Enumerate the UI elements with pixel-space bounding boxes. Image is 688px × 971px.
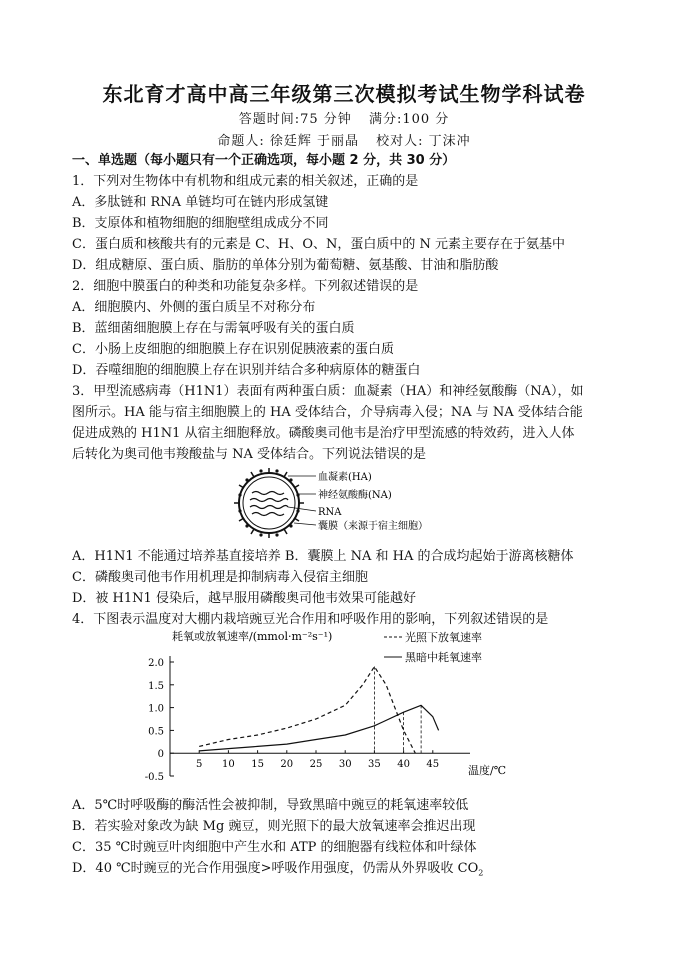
x-tick-label: 20 bbox=[280, 759, 294, 771]
q3-stem-2: 图所示。HA 能与宿主细胞膜上的 HA 受体结合，介导病毒入侵；NA 与 NA 受体结合能 bbox=[72, 405, 583, 420]
exam-score: 满分:100 分 bbox=[368, 112, 450, 127]
q3-option-c: C．磷酸奥司他韦作用机理是抑制病毒入侵宿主细胞 bbox=[72, 570, 368, 585]
q3-stem-4: 后转化为奥司他韦羧酸盐与 NA 受体结合。下列说法错误的是 bbox=[72, 447, 427, 462]
q4-option-a: A．5℃时呼吸酶的酶活性会被抑制，导致黑暗中豌豆的耗氧速率较低 bbox=[72, 798, 469, 813]
chart-xlabel: 温度/℃ bbox=[468, 764, 507, 777]
y-tick-label: 1.5 bbox=[148, 680, 164, 692]
x-tick-label: 35 bbox=[368, 759, 381, 771]
q4-stem: 4．下图表示温度对大棚内栽培豌豆光合作用和呼吸作用的影响，下列叙述错误的是 bbox=[72, 612, 549, 627]
q1-option-b: B．支原体和植物细胞的细胞壁组成成分不同 bbox=[72, 216, 329, 231]
q3-option-d: D．被 H1N1 侵染后，越早服用磷酸奥司他韦效果可能越好 bbox=[72, 591, 416, 606]
q3-stem-3: 促进成熟的 H1N1 从宿主细胞释放。磷酸奥司他韦是治疗甲型流感的特效药，进入人体 bbox=[72, 426, 575, 441]
virus-diagram bbox=[232, 467, 462, 539]
x-tick-label: 15 bbox=[251, 759, 264, 771]
q2-stem: 2．细胞中膜蛋白的种类和功能复杂多样。下列叙述错误的是 bbox=[72, 279, 419, 294]
y-tick-label: 1.0 bbox=[148, 703, 164, 715]
q3-stem-1: 3．甲型流感病毒（H1N1）表面有两种蛋白质：血凝素（HA）和神经氨酸酶（NA），如 bbox=[72, 384, 584, 399]
q1-option-c: C．蛋白质和核酸共有的元素是 C、H、O、N，蛋白质中的 N 元素主要存在于氨基中 bbox=[72, 237, 566, 252]
q2-option-d: D．吞噬细胞的细胞膜上存在识别并结合多种病原体的糖蛋白 bbox=[72, 363, 421, 378]
q1-stem: 1．下列对生物体中有机物和组成元素的相关叙述，正确的是 bbox=[72, 174, 419, 189]
label-ha: 血凝素(HA) bbox=[318, 472, 372, 483]
q4-option-b: B．若实验对象改为缺 Mg 豌豆，则光照下的最大放氧速率会推迟出现 bbox=[72, 819, 476, 834]
q1-option-a: A．多肽链和 RNA 单链均可在链内形成氢键 bbox=[72, 195, 329, 210]
page-title: 东北育才高中高三年级第三次模拟考试生物学科试卷 bbox=[102, 82, 586, 106]
q4-option-d bbox=[72, 860, 483, 882]
exam-author: 命题人: 徐廷辉 于丽晶 bbox=[217, 134, 359, 149]
y-tick-label: 2.0 bbox=[148, 658, 164, 669]
x-tick-label: 30 bbox=[338, 759, 352, 771]
virus-particle bbox=[234, 468, 304, 538]
q3-options-ab: A．H1N1 不能通过培养基直接培养 B．囊膜上 NA 和 HA 的合成均起始于游离核糖体 bbox=[72, 549, 574, 564]
x-tick-label: 40 bbox=[397, 759, 410, 771]
q2-option-b: B．蓝细菌细胞膜上存在与需氧呼吸有关的蛋白质 bbox=[72, 321, 355, 336]
q2-option-a: A．细胞膜内、外侧的蛋白质呈不对称分布 bbox=[72, 300, 316, 315]
label-envelope: 囊膜（来源于宿主细胞） bbox=[318, 521, 428, 532]
x-tick-label: 25 bbox=[309, 759, 323, 771]
temperature-chart bbox=[130, 630, 560, 790]
exam-time: 答题时间:75 分钟 bbox=[238, 112, 352, 127]
x-tick-label: 10 bbox=[222, 759, 235, 771]
exam-info bbox=[0, 108, 688, 127]
y-tick-label: 0.5 bbox=[148, 726, 164, 738]
chart-ylabel: 耗氧或放氧速率/(mmol·m⁻²s⁻¹) bbox=[172, 630, 333, 643]
q4-option-c: C．35 ℃时豌豆叶肉细胞中产生水和 ATP 的细胞器有线粒体和叶绿体 bbox=[72, 840, 477, 855]
q2-option-c: C．小肠上皮细胞的细胞膜上存在识别促胰液素的蛋白质 bbox=[72, 342, 394, 357]
label-rna: RNA bbox=[318, 507, 342, 518]
exam-checker: 校对人: 丁沫冲 bbox=[376, 134, 471, 149]
label-na: 神经氨酸酶(NA) bbox=[318, 490, 392, 501]
co2-subscript: 2 bbox=[478, 868, 484, 878]
series-light-line bbox=[199, 667, 415, 754]
x-tick-label: 45 bbox=[426, 759, 440, 771]
legend-light: 光照下放氧速率 bbox=[405, 631, 482, 644]
y-tick-label: 0 bbox=[157, 749, 164, 761]
q4-option-d-text: D．40 ℃时豌豆的光合作用强度>呼吸作用强度，仍需从外界吸收 CO bbox=[72, 861, 479, 876]
legend-dark: 黑暗中耗氧速率 bbox=[405, 651, 482, 664]
exam-authors bbox=[0, 130, 688, 149]
x-tick-label: 5 bbox=[196, 759, 203, 771]
q1-option-d: D．组成糖原、蛋白质、脂肪的单体分别为葡萄糖、氨基酸、甘油和脂肪酸 bbox=[72, 258, 499, 273]
y-tick-label: -0.5 bbox=[144, 772, 164, 783]
section-heading: 一、单选题（每小题只有一个正确选项，每小题 2 分，共 30 分） bbox=[72, 153, 456, 168]
